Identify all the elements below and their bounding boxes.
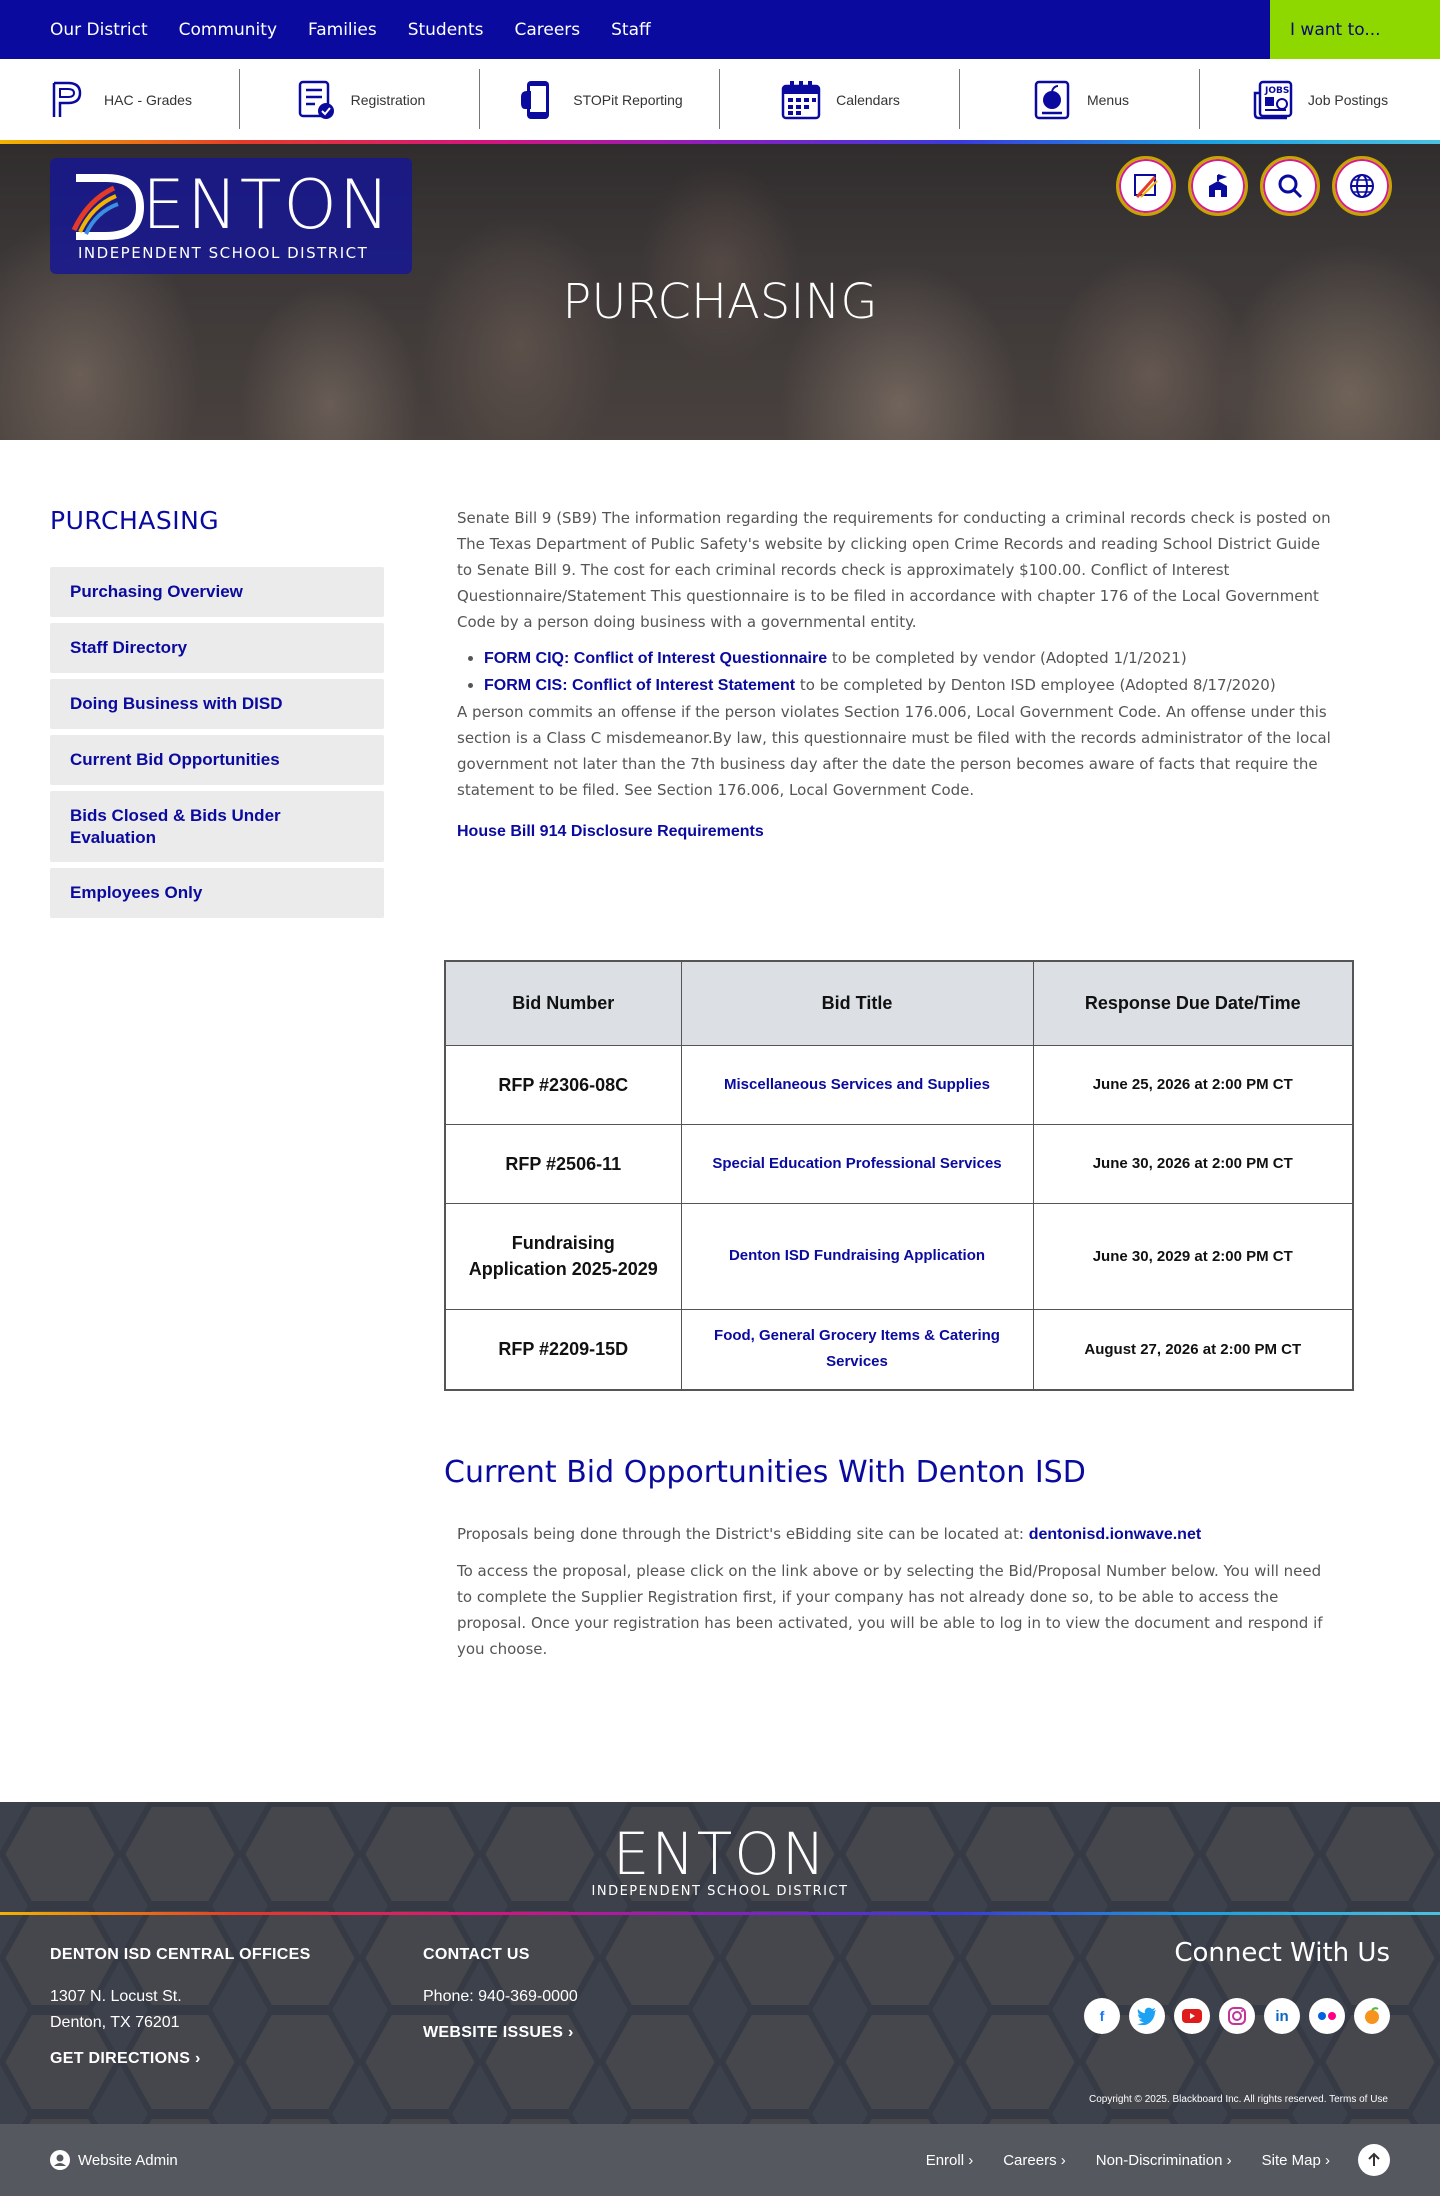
linkedin-icon[interactable]: in bbox=[1264, 1998, 1300, 2034]
website-issues-label: WEBSITE ISSUES bbox=[423, 2024, 564, 2041]
terms-of-use-link[interactable]: Terms of Use bbox=[1329, 2094, 1388, 2105]
header-bid-title: Bid Title bbox=[681, 961, 1033, 1045]
page-title: PURCHASING bbox=[562, 274, 878, 330]
footer bbox=[0, 1802, 1440, 2124]
quicklink-label: Job Postings bbox=[1307, 91, 1389, 108]
careers-label: Careers bbox=[1003, 2151, 1057, 2169]
careers-link[interactable] bbox=[1003, 2152, 1066, 2169]
sidebar-item-current-bids[interactable]: Current Bid Opportunities bbox=[50, 735, 384, 785]
bid-due-date: August 27, 2026 at 2:00 PM CT bbox=[1033, 1309, 1353, 1390]
quicklink-menus[interactable] bbox=[960, 59, 1200, 140]
non-discrimination-label: Non-Discrimination bbox=[1095, 2151, 1223, 2169]
hac-icon bbox=[48, 79, 90, 121]
table-row bbox=[445, 1045, 1353, 1124]
arrow-up-icon bbox=[1366, 2152, 1382, 2168]
ebidding-text: Proposals being done through the District's eBidding site can be located at: bbox=[457, 1525, 1029, 1543]
quicklink-label: Registration bbox=[350, 91, 426, 108]
quick-links-bar bbox=[0, 59, 1440, 140]
bid-title-link[interactable]: Denton ISD Fundraising Application bbox=[681, 1203, 1033, 1309]
header-bid-number: Bid Number bbox=[445, 961, 681, 1045]
jobs-icon bbox=[1252, 79, 1294, 121]
nav-families[interactable]: Families bbox=[308, 19, 377, 40]
bottom-bar bbox=[0, 2124, 1440, 2196]
nav-students[interactable]: Students bbox=[407, 19, 484, 40]
quicklink-jobs[interactable] bbox=[1200, 59, 1440, 140]
form-ciq-link[interactable]: FORM CIQ: Conflict of Interest Questionnaire bbox=[484, 650, 828, 667]
sidebar-item-purchasing-overview[interactable]: Purchasing Overview bbox=[50, 567, 384, 617]
bid-number: RFP #2209-15D bbox=[445, 1309, 681, 1390]
quicklink-label: Calendars bbox=[836, 91, 900, 108]
facebook-icon[interactable]: f bbox=[1084, 1998, 1120, 2034]
main-content bbox=[457, 505, 1337, 845]
ebidding-line bbox=[457, 1521, 1337, 1548]
utility-icons bbox=[1116, 156, 1392, 216]
calendar-icon bbox=[780, 79, 822, 121]
globe-icon bbox=[1348, 172, 1376, 200]
bid-due-date: June 25, 2026 at 2:00 PM CT bbox=[1033, 1045, 1353, 1124]
bid-due-date: June 30, 2026 at 2:00 PM CT bbox=[1033, 1124, 1353, 1203]
quicklink-hac[interactable] bbox=[0, 59, 240, 140]
twitter-icon[interactable] bbox=[1129, 1998, 1165, 2034]
footer-logo-subtitle: INDEPENDENT SCHOOL DISTRICT bbox=[591, 1884, 849, 1899]
get-directions-label: GET DIRECTIONS bbox=[50, 2050, 191, 2067]
phone-icon bbox=[517, 79, 559, 121]
list-item bbox=[484, 672, 1337, 699]
menu-apple-icon bbox=[1031, 79, 1073, 121]
flickr-icon[interactable] bbox=[1309, 1998, 1345, 2034]
instagram-icon[interactable] bbox=[1219, 1998, 1255, 2034]
hero-banner bbox=[0, 144, 1440, 440]
phone-number: Phone: 940-369-0000 bbox=[423, 1988, 578, 2005]
pencil-brush-icon bbox=[1131, 171, 1161, 201]
nav-careers[interactable]: Careers bbox=[514, 19, 581, 40]
non-discrimination-link[interactable] bbox=[1096, 2152, 1232, 2169]
table-row bbox=[445, 1124, 1353, 1203]
logo-subtitle: INDEPENDENT SCHOOL DISTRICT bbox=[78, 244, 369, 262]
get-directions-link[interactable] bbox=[50, 2046, 311, 2072]
footer-rainbow-divider bbox=[0, 1912, 1440, 1915]
list-item bbox=[484, 645, 1337, 672]
nav-staff[interactable]: Staff bbox=[611, 19, 651, 40]
nav-community[interactable]: Community bbox=[178, 19, 277, 40]
forms-list bbox=[484, 645, 1337, 699]
table-row bbox=[445, 1309, 1353, 1390]
website-issues-link[interactable] bbox=[423, 2020, 578, 2046]
quicklink-label: HAC - Grades bbox=[104, 91, 192, 108]
registration-icon bbox=[295, 79, 337, 121]
form-cis-link[interactable]: FORM CIS: Conflict of Interest Statement bbox=[484, 677, 796, 694]
logo-word: ENTON bbox=[142, 166, 392, 245]
nav-our-district[interactable]: Our District bbox=[50, 19, 148, 40]
bid-title-link[interactable]: Miscellaneous Services and Supplies bbox=[681, 1045, 1033, 1124]
connect-heading: Connect With Us bbox=[1174, 1938, 1390, 1968]
site-map-link[interactable] bbox=[1262, 2152, 1330, 2169]
bid-number: Fundraising Application 2025-2029 bbox=[445, 1203, 681, 1309]
chevron-right-icon: › bbox=[194, 2050, 201, 2067]
offices-title: DENTON ISD CENTRAL OFFICES bbox=[50, 1946, 311, 1963]
peachjar-icon[interactable] bbox=[1354, 1998, 1390, 2034]
enroll-label: Enroll bbox=[925, 2151, 965, 2169]
bids-table bbox=[444, 960, 1354, 1391]
bid-number: RFP #2506-11 bbox=[445, 1124, 681, 1203]
bottom-links bbox=[926, 2124, 1330, 2196]
site-map-label: Site Map bbox=[1261, 2151, 1321, 2169]
sidebar-title: PURCHASING bbox=[50, 506, 220, 535]
section-heading: Current Bid Opportunities With Denton ISD bbox=[444, 1455, 1086, 1490]
ionwave-link[interactable]: dentonisd.ionwave.net bbox=[1028, 1526, 1202, 1543]
footer-offices bbox=[50, 1942, 311, 2072]
district-icon-button[interactable] bbox=[1116, 156, 1176, 216]
i-want-to-button[interactable]: I want to... bbox=[1270, 0, 1440, 59]
website-admin-label: Website Admin bbox=[78, 2151, 178, 2169]
bid-title-link[interactable]: Special Education Professional Services bbox=[681, 1124, 1033, 1203]
schools-button[interactable] bbox=[1188, 156, 1248, 216]
sidebar-item-employees-only[interactable]: Employees Only bbox=[50, 868, 384, 918]
school-icon bbox=[1204, 172, 1232, 200]
top-nav-links bbox=[50, 0, 682, 59]
address-line-1: 1307 N. Locust St. bbox=[50, 1988, 182, 2005]
social-links bbox=[1084, 1998, 1390, 2034]
chevron-right-icon: › bbox=[968, 2151, 974, 2169]
footer-contact bbox=[423, 1942, 578, 2046]
chevron-right-icon: › bbox=[1060, 2151, 1066, 2169]
translate-button[interactable] bbox=[1332, 156, 1392, 216]
contact-title: CONTACT US bbox=[423, 1946, 530, 1963]
bid-due-date: June 30, 2029 at 2:00 PM CT bbox=[1033, 1203, 1353, 1309]
quicklink-label: STOPit Reporting bbox=[573, 91, 683, 108]
quicklink-calendars[interactable] bbox=[720, 59, 960, 140]
enroll-link[interactable] bbox=[926, 2152, 974, 2169]
ebidding-content bbox=[457, 1521, 1337, 1672]
quicklink-registration[interactable] bbox=[240, 59, 480, 140]
footer-logo[interactable] bbox=[0, 1820, 1440, 1899]
district-logo[interactable] bbox=[50, 158, 412, 274]
top-nav bbox=[0, 0, 1440, 59]
sidebar-item-doing-business[interactable]: Doing Business with DISD bbox=[50, 679, 384, 729]
sb9-intro-text: Senate Bill 9 (SB9) The information regarding the requirements for conducting a criminal records check is posted on The Texas Department of Public Safety's website by clicking open Crime Records and reading School District Guide to Senate Bill 9. The cost for each criminal records check is approximately $100.00. Conflict of Interest Questionnaire/Statement This questionnaire is to be filed in accordance with chapter 176 of the Local Government Code by a person doing business with a governmental entity. bbox=[457, 509, 1331, 631]
form-cis-description: to be completed by Denton ISD employee (Adopted 8/17/2020) bbox=[795, 676, 1276, 694]
chevron-right-icon: › bbox=[1226, 2151, 1232, 2169]
svg-text:JOBS: JOBS bbox=[1264, 85, 1290, 96]
quicklink-stopit[interactable] bbox=[480, 59, 720, 140]
form-ciq-description: to be completed by vendor (Adopted 1/1/2021) bbox=[827, 649, 1187, 667]
footer-logo-word: ENTON bbox=[612, 1820, 828, 1888]
table-header-row bbox=[445, 961, 1353, 1045]
offense-text: A person commits an offense if the person violates Section 176.006, Local Government Code. An offense under this section is a Class C misdemeanor.By law, this questionnaire must be filed with the records administrator of the local government not later than the 7th business day after the date the person becomes aware of facts that require the statement to be filed. See Section 176.006, Local Government Code. bbox=[457, 703, 1331, 799]
chevron-right-icon: › bbox=[567, 2024, 574, 2041]
copyright-text: Copyright © 2025. Blackboard Inc. All rights reserved. bbox=[1088, 2094, 1327, 2105]
search-icon bbox=[1276, 172, 1304, 200]
access-instructions: To access the proposal, please click on the link above or by selecting the Bid/Proposal Number below. You will need to complete the Supplier Registration first, if your company has not already done so, to be able to access the proposal. Once your registration has been activated, you will be able to log in to view the document and respond if you choose. bbox=[457, 1562, 1323, 1658]
copyright bbox=[1089, 2094, 1388, 2105]
header-due-date: Response Due Date/Time bbox=[1033, 961, 1353, 1045]
table-row bbox=[445, 1203, 1353, 1309]
youtube-icon[interactable] bbox=[1174, 1998, 1210, 2034]
website-admin-link[interactable] bbox=[50, 2124, 178, 2196]
sidebar-item-bids-closed[interactable]: Bids Closed & Bids Under Evaluation bbox=[50, 791, 384, 862]
quicklink-label: Menus bbox=[1086, 91, 1130, 108]
sidebar-item-staff-directory[interactable]: Staff Directory bbox=[50, 623, 384, 673]
address-line-2: Denton, TX 76201 bbox=[50, 2014, 180, 2031]
user-icon bbox=[50, 2150, 70, 2170]
search-button[interactable] bbox=[1260, 156, 1320, 216]
back-to-top-button[interactable] bbox=[1358, 2144, 1390, 2176]
denton-d-logo-icon bbox=[66, 172, 146, 242]
house-bill-914-link[interactable]: House Bill 914 Disclosure Requirements bbox=[457, 823, 764, 840]
bid-title-link[interactable]: Food, General Grocery Items & Catering Services bbox=[681, 1309, 1033, 1390]
bid-number: RFP #2306-08C bbox=[445, 1045, 681, 1124]
chevron-right-icon: › bbox=[1325, 2151, 1330, 2169]
